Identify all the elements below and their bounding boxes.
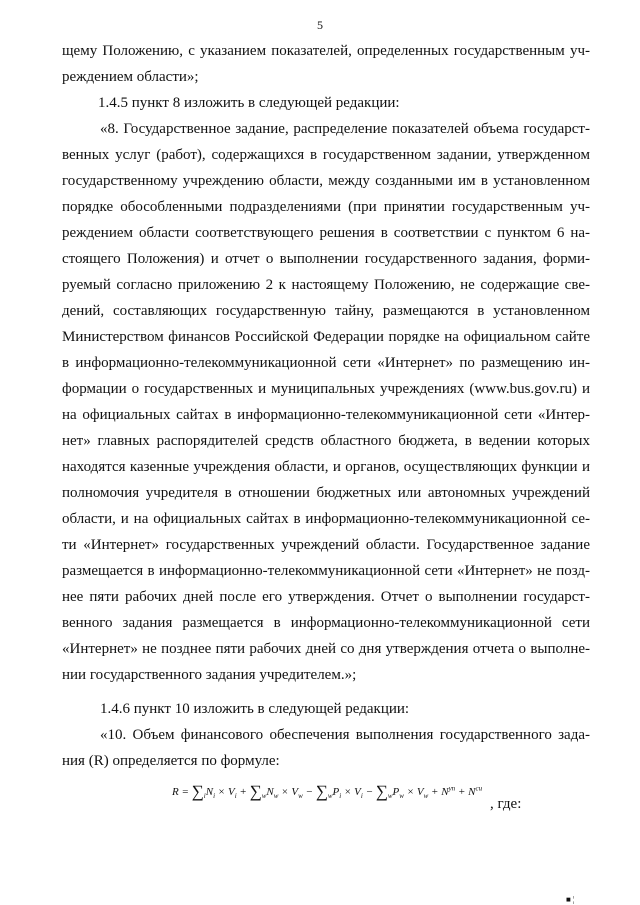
text-line: 1.4.5 пункт 8 изложить в следующей редакции: (98, 95, 400, 111)
text-line: находятся казенные учреждения области, и органов, осуществляющих функции и (62, 459, 590, 475)
text-line: руемый согласно приложению 2 к настоящему Положению, не содержащие све- (62, 277, 590, 293)
text-line: ния (R) определяется по формуле: (62, 753, 280, 769)
text-line: «8. Государственное задание, распределение показателей объема государст- (100, 121, 590, 137)
text-line: «Интернет» не позднее пяти рабочих дней со дня утверждения отчета о выполне- (62, 641, 590, 657)
text-line: 1.4.6 пункт 10 изложить в следующей редакции: (100, 701, 410, 717)
text-line: ти «Интернет» государственных учреждений области. Государственное задание (62, 537, 590, 553)
text-line: размещается в информационно-телекоммуникационной сети «Интернет» не позд- (62, 563, 590, 579)
text-line: в информационно-телекоммуникационной сети «Интернет» по размещению ин- (62, 355, 590, 371)
page-number: 5 (317, 18, 323, 32)
text-line: области, и на официальных сайтах в информационно-телекоммуникационной се- (62, 511, 590, 527)
text-line: нее пяти рабочих дней после его утверждения. Отчет о выполнении государст- (62, 589, 590, 605)
text-line: полномочия учредителя в отношении бюджетных или автономных учреждений (62, 485, 590, 501)
text-line: щему Положению, с указанием показателей, определенных государственным уч- (62, 43, 590, 59)
text-line: дений, составляющих государственную тайну, размещаются в установленном (62, 303, 590, 319)
corner-mark: ■ ¦ (566, 895, 575, 904)
text-line: формации о государственных и муниципальных учреждениях (www.bus.gov.ru) и (62, 381, 590, 397)
text-line: нет» главных распорядителей средств областного бюджета, в ведении которых (62, 433, 590, 449)
text-line: Министерством финансов Российской Федерации порядке на официальном сайте (62, 329, 590, 345)
text-line: государственному учреждению области, между созданными им в установленном (62, 173, 590, 189)
formula-tail: , где: (490, 796, 522, 812)
text-line: реждением области»; (62, 69, 199, 85)
text-line: стоящего Положения) и отчет о выполнении государственного задания, форми- (62, 251, 590, 267)
text-line: на официальных сайтах в информационно-телекоммуникационной сети «Интер- (62, 407, 590, 423)
funding-formula: $R = \sum_iN_i \times V_i + \sum_wN_w \times V_w - \sum_wP_i \times V_i - \sum_wP_w \times V_w + N^{уп} + N^{си}$ (172, 782, 483, 801)
text-line: «10. Объем финансового обеспечения выполнения государственного зада- (100, 727, 590, 743)
text-line: порядке обособленными подразделениями (при принятии государственным уч- (62, 199, 590, 215)
text-line: реждением области соответствующего решения в соответствии с пунктом 6 на- (62, 225, 590, 241)
text-line: венного задания размещается в информационно-телекоммуникационной сети (62, 615, 590, 631)
text-line: нии государственного задания учредителем.»; (62, 667, 357, 683)
text-line: венных услуг (работ), содержащихся в государственном задании, утвержденном (62, 147, 590, 163)
